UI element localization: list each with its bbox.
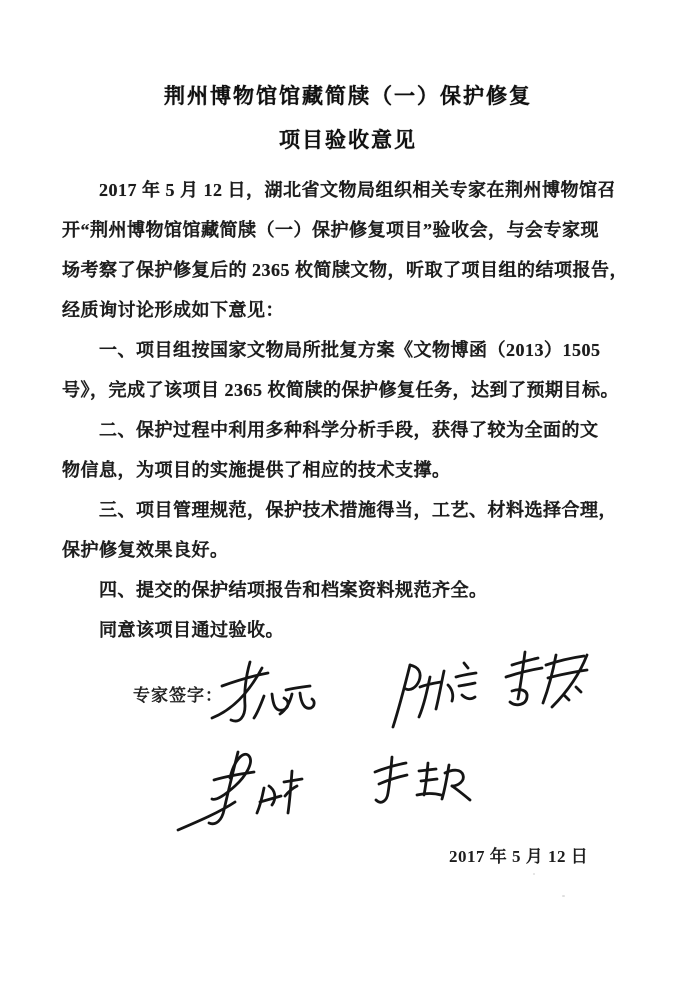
body-line: 物信息，为项目的实施提供了相应的技术支撑。 [62, 460, 451, 480]
handwritten-signature-5 [365, 752, 485, 822]
body-line: 开“荆州博物馆馆藏简牍（一）保护修复项目”验收会，与会专家现 [62, 220, 599, 240]
handwritten-signature-2 [388, 655, 488, 740]
document-date: 2017 年 5 月 12 日 [449, 847, 589, 866]
document-title-line1: 荆州博物馆馆藏简牍（一）保护修复 [164, 84, 532, 108]
body-line: 号》，完成了该项目 2365 枚简牍的保护修复任务，达到了预期目标。 [62, 380, 619, 400]
body-line: 二、保护过程中利用多种科学分析手段，获得了较为全面的文 [99, 420, 599, 440]
document-title-line2: 项目验收意见 [279, 128, 417, 152]
body-line: 四、提交的保护结项报告和档案资料规范齐全。 [99, 580, 488, 600]
signature-label: 专家签字： [133, 686, 223, 705]
body-line: 同意该项目通过验收。 [99, 620, 284, 640]
handwritten-signature-4 [172, 744, 307, 839]
body-line: 三、项目管理规范，保护技术措施得当，工艺、材料选择合理， [99, 500, 617, 520]
body-line: 一、项目组按国家文物局所批复方案《文物博函（2013）1505 [99, 340, 601, 360]
handwritten-signature-1 [198, 652, 318, 752]
body-line: 保护修复效果良好。 [62, 540, 229, 560]
document-body [62, 170, 642, 650]
scan-speck [533, 873, 535, 875]
body-line: 2017 年 5 月 12 日，湖北省文物局组织相关专家在荆州博物馆召 [99, 180, 616, 200]
handwritten-signature-3 [492, 645, 602, 735]
body-line: 场考察了保护修复后的 2365 枚简牍文物，听取了项目组的结项报告， [62, 260, 628, 280]
scan-speck [562, 895, 565, 897]
body-line: 经质询讨论形成如下意见： [62, 300, 284, 320]
